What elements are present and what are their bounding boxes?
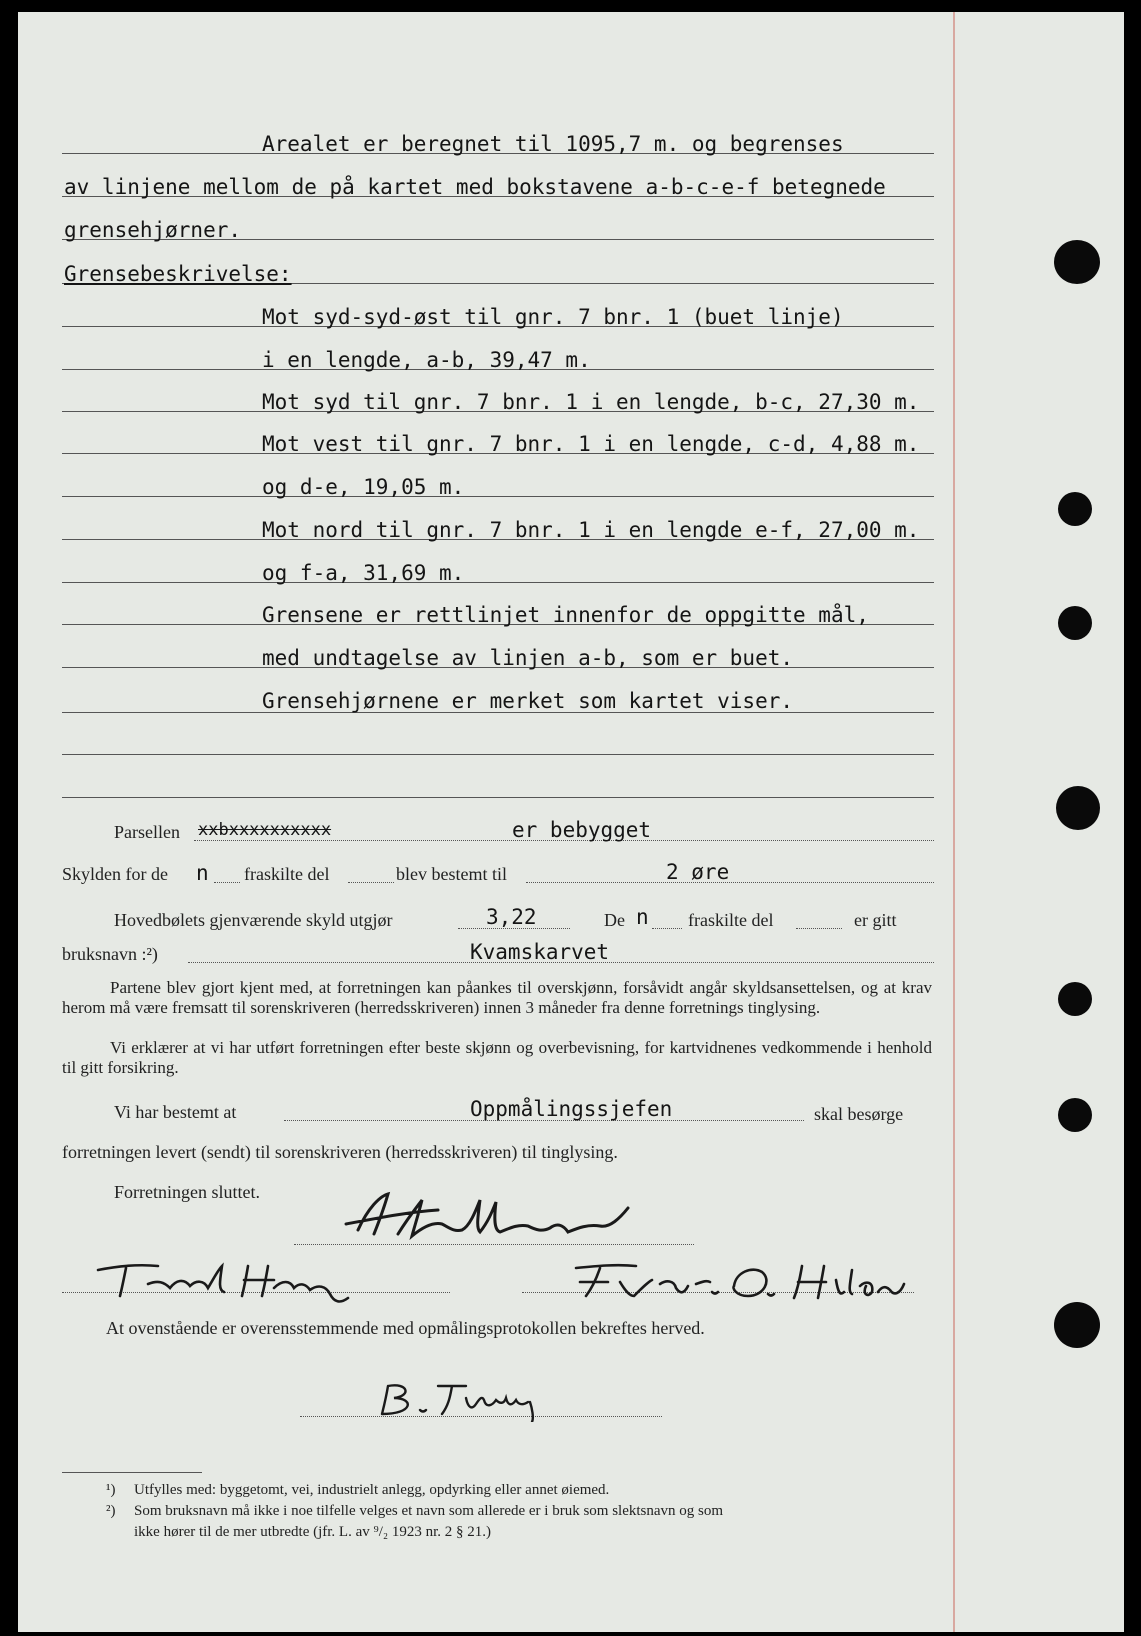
parsellen-value: er bebygget	[512, 818, 652, 842]
typed-line: grensehjørner.	[64, 218, 242, 242]
hoved-mid: fraskilte del	[688, 910, 774, 930]
footnote-2b: ikke hører til de mer utbredte (jfr. L. av ⁹/₂ 1923 nr. 2 § 21.)	[134, 1524, 492, 1540]
typed-line: Mot vest til gnr. 7 bnr. 1 i en lengde, c-d, 4,88 m.	[262, 432, 920, 456]
typed-line: og d-e, 19,05 m.	[262, 475, 465, 499]
typed-line: i en lengde, a-b, 39,47 m.	[262, 348, 591, 372]
parsellen-label: Parsellen	[114, 822, 180, 842]
dotted-field	[652, 928, 682, 929]
signature-herrg	[78, 1256, 378, 1308]
typed-line: Mot syd til gnr. 7 bnr. 1 i en lengde, b-c, 27,30 m.	[262, 390, 920, 414]
typed-line: Arealet er beregnet til 1095,7 m. og begrenses	[262, 132, 844, 156]
signature-kulland	[338, 1188, 668, 1248]
margin-line	[953, 12, 955, 1632]
bekreftes-line: At ovenstående er overensstemmende med opmålingsprotokollen bekreftes herved.	[106, 1318, 705, 1338]
bruks-label: bruksnavn :²)	[62, 944, 158, 964]
levert-line: forretningen levert (sendt) til sorenskriveren (herredsskriveren) til tinglysing.	[62, 1142, 618, 1162]
ruled-line	[62, 582, 934, 583]
skylden-mid2: blev bestemt til	[396, 864, 507, 884]
typed-line: Grensehjørnene er merket som kartet viser.	[262, 689, 794, 713]
signature-hildal	[556, 1256, 916, 1308]
dotted-field	[348, 882, 394, 883]
section-heading: Grensebeskrivelse:	[64, 262, 292, 286]
typed-line: Mot nord til gnr. 7 bnr. 1 i en lengde e-f, 27,00 m.	[262, 518, 920, 542]
footnote-rule	[62, 1472, 202, 1473]
hoved-value: 3,22	[486, 905, 537, 929]
ruled-line	[62, 496, 934, 497]
bruks-value: Kvamskarvet	[470, 940, 610, 964]
footnote-2a: Som bruksnavn må ikke i noe tilfelle velges et navn som allerede er i bruk som slektsnavn og som	[134, 1503, 724, 1519]
skylden-label: Skylden for de	[62, 864, 168, 884]
typed-line: av linjene mellom de på kartet med bokstavene a-b-c-e-f betegnede	[64, 175, 886, 199]
typed-line: Mot syd-syd-øst til gnr. 7 bnr. 1 (buet linje)	[262, 305, 844, 329]
sluttet-line: Forretningen sluttet.	[114, 1182, 260, 1202]
ruled-line	[62, 797, 934, 798]
punch-hole	[1058, 982, 1092, 1016]
punch-hole	[1056, 786, 1100, 830]
typed-line: og f-a, 31,69 m.	[262, 561, 465, 585]
document-page	[18, 12, 1124, 1632]
signature-iversen	[368, 1378, 548, 1422]
bestemt-value: Oppmålingssjefen	[470, 1097, 673, 1121]
footnote-2-mark: ²)	[106, 1503, 116, 1519]
hoved-label: Hovedbølets gjenværende skyld utgjør	[114, 910, 393, 930]
bestemt-label: Vi har bestemt at	[114, 1102, 237, 1122]
ruled-line	[62, 754, 934, 755]
dotted-field	[214, 882, 240, 883]
dotted-field	[526, 882, 934, 883]
struck-text: xxbxxxxxxxxxx	[198, 820, 332, 840]
dotted-field	[796, 928, 842, 929]
punch-hole	[1054, 1302, 1100, 1348]
declaration-paragraph: Vi erklærer at vi har utført forretningen efter beste skjønn og overbevisning, for kartvidnenes vedkommende i henhold til gitt forsikring.	[62, 1038, 932, 1077]
punch-hole	[1058, 492, 1092, 526]
typed-line: med undtagelse av linjen a-b, som er buet.	[262, 646, 794, 670]
footnote-1: Utfylles med: byggetomt, vei, industrielt anlegg, opdyrking eller annet øiemed.	[134, 1482, 610, 1498]
hoved-de: De	[604, 910, 625, 930]
punch-hole	[1058, 1098, 1092, 1132]
skylden-n: n	[196, 861, 209, 885]
bestemt-end: skal besørge	[814, 1104, 904, 1124]
typed-line: Grensene er rettlinjet innenfor de oppgitte mål,	[262, 603, 869, 627]
appeal-paragraph: Partene blev gjort kjent med, at forretningen kan påankes til overskjønn, forsåvidt angår skyldsansettelsen, og at krav herom må være fremsatt til sorenskriveren (herredsskriveren) innen 3 måneder fra denne forretnings tinglysing.	[62, 978, 932, 1017]
footnote-1-mark: ¹)	[106, 1482, 116, 1498]
punch-hole	[1058, 606, 1092, 640]
punch-hole	[1054, 240, 1100, 284]
hoved-n: n	[636, 905, 649, 929]
hoved-end: er gitt	[854, 910, 897, 930]
skylden-value: 2 øre	[666, 860, 730, 884]
skylden-mid: fraskilte del	[244, 864, 330, 884]
